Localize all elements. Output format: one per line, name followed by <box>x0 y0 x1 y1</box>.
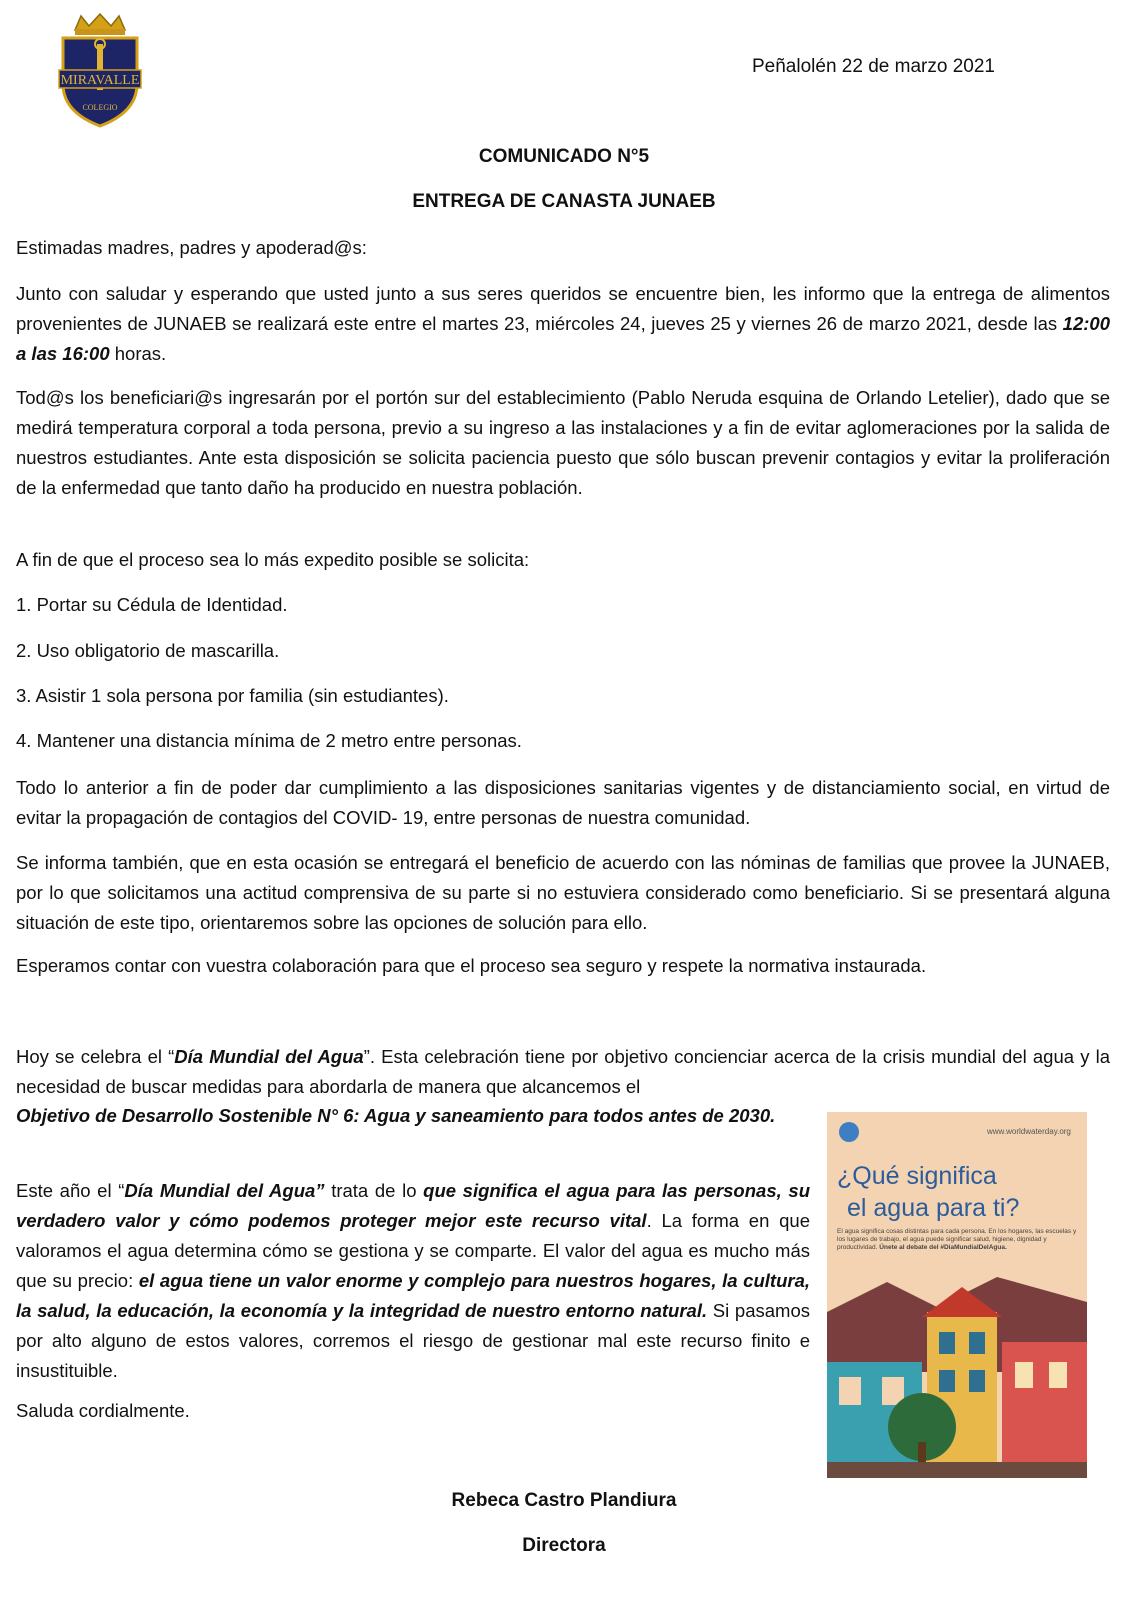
paragraph-entry: Tod@s los beneficiari@s ingresarán por el portón sur del establecimiento (Pablo Neruda esquina de Orlando Letelier), dado que se medirá temperatura corporal a toda persona, previo a su ingreso a las instalaciones y a fin de evitar aglomeraciones por la salida de nuestros estudiantes. Ante esta disposición se solicita paciencia puesto que sólo buscan prevenir contagios y evitar la proliferación de la enfermedad que tanto daño ha producido en nuestra población. <box>16 387 1110 498</box>
list-item: 3. Asistir 1 sola persona por familia (sin estudiantes). <box>16 685 449 706</box>
paragraph-delivery: Junto con saludar y esperando que usted junto a sus seres queridos se encuentre bien, les informo que la entrega de alimentos provenientes de JUNAEB se realizará este entre el martes 23, miércoles 24, jueves 25 y viernes 26 de marzo 2021, desde las 12:00 a las 16:00 horas. <box>16 283 1110 364</box>
svg-text:COLEGIO: COLEGIO <box>82 103 118 112</box>
paragraph-water-day-sdg <box>16 1072 810 1102</box>
world-water-day-poster: www.worldwaterday.org ¿Qué significa el agua para ti? El agua significa cosas distintas para cada persona. En los hogares, las escuelas y los lugares de trabajo, el agua puede significar salud, higiene, dignidad y productividad. Únete al debate del #DíaMundialDelAgua. <box>827 1112 1087 1478</box>
paragraph-water-day-objective: Objetivo de Desarrollo Sostenible N° 6: Agua y saneamiento para todos antes de 2030. <box>16 1105 776 1126</box>
school-crest-logo <box>55 12 145 130</box>
document-title: ENTREGA DE CANASTA JUNAEB <box>412 191 716 212</box>
paragraph-request: A fin de que el proceso sea lo más expedito posible se solicita: <box>16 549 530 570</box>
paragraph-collaboration: Esperamos contar con vuestra colaboración para que el proceso sea seguro y respete la normativa instaurada. <box>16 955 927 976</box>
document-number: COMUNICADO N°5 <box>478 146 650 167</box>
paragraph-sanitary: Todo lo anterior a fin de poder dar cumplimiento a las disposiciones sanitarias vigentes y de distanciamiento social, en virtud de evitar la propagación de contagios del COVID- 19, entre personas de nuestra comunidad. <box>16 777 1110 828</box>
paragraph-beneficiaries: Se informa también, que en esta ocasión se entregará el beneficio de acuerdo con las nóminas de familias que provee la JUNAEB, por lo que solicitamos una actitud comprensiva de su parte si no estuviera considerado como beneficiario. Si se presentará alguna situación de este tipo, orientaremos sobre las opciones de solución para ello. <box>16 852 1110 933</box>
closing: Saluda cordialmente. <box>16 1400 190 1421</box>
paragraph-water-day-theme: Este año el “Día Mundial del Agua” trata de lo que significa el agua para las personas, su verdadero valor y cómo podemos proteger mejor este recurso vital. La forma en que valoramos el agua determina cómo se gestiona y se comparte. El valor del agua es mucho más que su precio: el agua tiene un valor enorme y complejo para nuestros hogares, la cultura, la salud, la educación, la economía y la integridad de nuestro entorno natural. Si pasamos por alto alguno de estos valores, corremos el riesgo de gestionar mal este recurso finito e insustituible. <box>16 1180 811 1381</box>
un-water-logo-icon <box>839 1122 859 1142</box>
paragraph-water-day-intro: Hoy se celebra el “Día Mundial del Agua”. Esta celebración tiene por objetivo concienciar acerca de la crisis mundial del agua y la necesidad de buscar medidas para abordarla de manera que alcancemos el <box>16 1046 1111 1097</box>
list-item: 2. Uso obligatorio de mascarilla. <box>16 640 280 661</box>
svg-text:www.worldwaterday.org: www.worldwaterday.org <box>987 1127 1071 1136</box>
svg-text:el agua para ti?: el agua para ti? <box>847 1194 1020 1222</box>
svg-text:¿Qué significa: ¿Qué significa <box>837 1162 997 1190</box>
greeting: Estimadas madres, padres y apoderad@s: <box>16 237 367 258</box>
list-item: 4. Mantener una distancia mínima de 2 metro entre personas. <box>16 730 522 751</box>
document-date: Peñalolén 22 de marzo 2021 <box>752 56 995 77</box>
signature-role: Directora <box>522 1535 606 1556</box>
list-item: 1. Portar su Cédula de Identidad. <box>16 594 288 615</box>
svg-text:MIRAVALLE: MIRAVALLE <box>60 73 140 88</box>
signature-name: Rebeca Castro Plandiura <box>451 1490 677 1511</box>
